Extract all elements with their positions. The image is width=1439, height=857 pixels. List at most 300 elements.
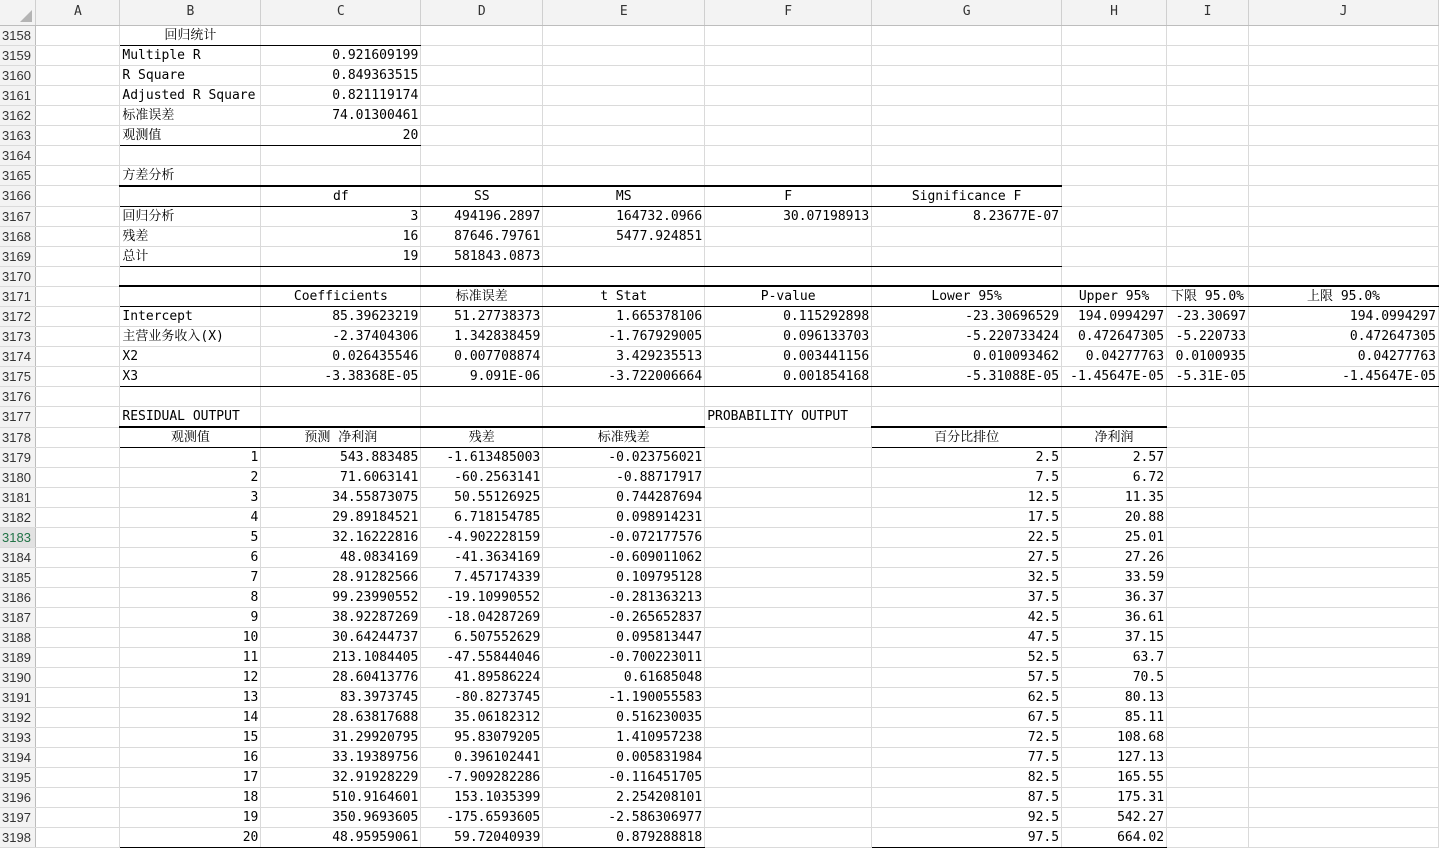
cell-a3192[interactable] (36, 708, 120, 728)
row-header[interactable]: 3173 (0, 327, 36, 347)
cell-c3195[interactable]: 32.91928229 (261, 768, 421, 788)
cell-j3193[interactable] (1249, 728, 1439, 748)
cell-a3176[interactable] (36, 387, 120, 407)
cell-g3185[interactable]: 32.5 (872, 568, 1062, 588)
cell-h3187[interactable]: 36.61 (1062, 608, 1167, 628)
row-header[interactable]: 3169 (0, 246, 36, 266)
cell-b3186[interactable]: 8 (120, 588, 261, 608)
cell-g3181[interactable]: 12.5 (872, 488, 1062, 508)
select-all-corner[interactable] (0, 0, 36, 25)
cell-g3193[interactable]: 72.5 (872, 728, 1062, 748)
cell-f3179[interactable] (705, 448, 872, 468)
cell-i3166[interactable] (1167, 186, 1249, 207)
cell-j3183[interactable] (1249, 528, 1439, 548)
cell-d3164[interactable] (421, 145, 543, 165)
cell-d3191[interactable]: -80.8273745 (421, 688, 543, 708)
cell-g3166[interactable]: Significance F (872, 186, 1062, 207)
cell-c3166[interactable]: df (261, 186, 421, 207)
column-header-g[interactable]: G (872, 0, 1062, 25)
cell-h3164[interactable] (1062, 145, 1167, 165)
cell-f3192[interactable] (705, 708, 872, 728)
cell-e3158[interactable] (543, 25, 705, 45)
cell-g3164[interactable] (872, 145, 1062, 165)
row-header[interactable]: 3165 (0, 165, 36, 186)
cell-g3187[interactable]: 42.5 (872, 608, 1062, 628)
cell-a3158[interactable] (36, 25, 120, 45)
cell-e3181[interactable]: 0.744287694 (543, 488, 705, 508)
cell-d3196[interactable]: 153.1035399 (421, 788, 543, 808)
cell-h3170[interactable] (1062, 266, 1167, 286)
cell-a3173[interactable] (36, 327, 120, 347)
cell-a3179[interactable] (36, 448, 120, 468)
cell-e3159[interactable] (543, 45, 705, 65)
cell-e3188[interactable]: 0.095813447 (543, 628, 705, 648)
cell-g3190[interactable]: 57.5 (872, 668, 1062, 688)
cell-e3175[interactable]: -3.722006664 (543, 367, 705, 387)
cell-e3185[interactable]: 0.109795128 (543, 568, 705, 588)
cell-h3189[interactable]: 63.7 (1062, 648, 1167, 668)
cell-g3183[interactable]: 22.5 (872, 528, 1062, 548)
row-header[interactable]: 3163 (0, 125, 36, 145)
cell-i3198[interactable] (1167, 828, 1249, 848)
cell-a3174[interactable] (36, 347, 120, 367)
cell-a3195[interactable] (36, 768, 120, 788)
cell-a3170[interactable] (36, 266, 120, 286)
cell-c3192[interactable]: 28.63817688 (261, 708, 421, 728)
cell-f3168[interactable] (705, 226, 872, 246)
cell-d3167[interactable]: 494196.2897 (421, 206, 543, 226)
cell-a3172[interactable] (36, 307, 120, 327)
cell-j3195[interactable] (1249, 768, 1439, 788)
cell-h3194[interactable]: 127.13 (1062, 748, 1167, 768)
cell-h3191[interactable]: 80.13 (1062, 688, 1167, 708)
row-header[interactable]: 3184 (0, 548, 36, 568)
cell-f3197[interactable] (705, 808, 872, 828)
cell-e3195[interactable]: -0.116451705 (543, 768, 705, 788)
cell-i3182[interactable] (1167, 508, 1249, 528)
cell-j3188[interactable] (1249, 628, 1439, 648)
cell-a3181[interactable] (36, 488, 120, 508)
cell-f3188[interactable] (705, 628, 872, 648)
cell-h3176[interactable] (1062, 387, 1167, 407)
cell-i3176[interactable] (1167, 387, 1249, 407)
cell-i3169[interactable] (1167, 246, 1249, 266)
cell-d3174[interactable]: 0.007708874 (421, 347, 543, 367)
cell-g3175[interactable]: -5.31088E-05 (872, 367, 1062, 387)
cell-h3197[interactable]: 542.27 (1062, 808, 1167, 828)
cell-d3179[interactable]: -1.613485003 (421, 448, 543, 468)
cell-e3161[interactable] (543, 85, 705, 105)
cell-b3167[interactable]: 回归分析 (120, 206, 261, 226)
cell-h3195[interactable]: 165.55 (1062, 768, 1167, 788)
cell-d3175[interactable]: 9.091E-06 (421, 367, 543, 387)
cell-e3184[interactable]: -0.609011062 (543, 548, 705, 568)
cell-b3158[interactable]: 回归统计 (120, 25, 261, 45)
cell-g3189[interactable]: 52.5 (872, 648, 1062, 668)
cell-c3185[interactable]: 28.91282566 (261, 568, 421, 588)
cell-j3168[interactable] (1249, 226, 1439, 246)
cell-j3196[interactable] (1249, 788, 1439, 808)
cell-d3197[interactable]: -175.6593605 (421, 808, 543, 828)
cell-i3186[interactable] (1167, 588, 1249, 608)
cell-j3178[interactable] (1249, 427, 1439, 448)
cell-c3187[interactable]: 38.92287269 (261, 608, 421, 628)
cell-d3183[interactable]: -4.902228159 (421, 528, 543, 548)
row-header[interactable]: 3160 (0, 65, 36, 85)
cell-b3196[interactable]: 18 (120, 788, 261, 808)
cell-f3161[interactable] (705, 85, 872, 105)
row-header[interactable]: 3180 (0, 468, 36, 488)
cell-i3195[interactable] (1167, 768, 1249, 788)
cell-i3184[interactable] (1167, 548, 1249, 568)
row-header[interactable]: 3191 (0, 688, 36, 708)
cell-b3160[interactable]: R Square (120, 65, 261, 85)
cell-h3161[interactable] (1062, 85, 1167, 105)
cell-f3167[interactable]: 30.07198913 (705, 206, 872, 226)
cell-e3197[interactable]: -2.586306977 (543, 808, 705, 828)
cell-b3181[interactable]: 3 (120, 488, 261, 508)
column-header-d[interactable]: D (421, 0, 543, 25)
cell-i3187[interactable] (1167, 608, 1249, 628)
row-header[interactable]: 3190 (0, 668, 36, 688)
cell-j3191[interactable] (1249, 688, 1439, 708)
cell-a3183[interactable] (36, 528, 120, 548)
cell-b3188[interactable]: 10 (120, 628, 261, 648)
cell-d3190[interactable]: 41.89586224 (421, 668, 543, 688)
cell-b3182[interactable]: 4 (120, 508, 261, 528)
cell-f3171[interactable]: P-value (705, 286, 872, 307)
column-header-a[interactable]: A (36, 0, 120, 25)
cell-e3186[interactable]: -0.281363213 (543, 588, 705, 608)
cell-i3196[interactable] (1167, 788, 1249, 808)
cell-f3169[interactable] (705, 246, 872, 266)
cell-b3166[interactable] (120, 186, 261, 207)
cell-j3176[interactable] (1249, 387, 1439, 407)
cell-d3184[interactable]: -41.3634169 (421, 548, 543, 568)
cell-b3187[interactable]: 9 (120, 608, 261, 628)
cell-d3171[interactable]: 标准误差 (421, 286, 543, 307)
cell-i3193[interactable] (1167, 728, 1249, 748)
cell-c3181[interactable]: 34.55873075 (261, 488, 421, 508)
cell-j3184[interactable] (1249, 548, 1439, 568)
cell-d3162[interactable] (421, 105, 543, 125)
cell-d3177[interactable] (421, 407, 543, 428)
cell-h3178[interactable]: 净利润 (1062, 427, 1167, 448)
cell-d3187[interactable]: -18.04287269 (421, 608, 543, 628)
cell-f3173[interactable]: 0.096133703 (705, 327, 872, 347)
cell-a3175[interactable] (36, 367, 120, 387)
cell-a3171[interactable] (36, 286, 120, 307)
row-header[interactable]: 3161 (0, 85, 36, 105)
cell-e3179[interactable]: -0.023756021 (543, 448, 705, 468)
cell-f3178[interactable] (705, 427, 872, 448)
cell-e3176[interactable] (543, 387, 705, 407)
cell-e3191[interactable]: -1.190055583 (543, 688, 705, 708)
cell-g3177[interactable] (872, 407, 1062, 428)
cell-j3186[interactable] (1249, 588, 1439, 608)
cell-g3159[interactable] (872, 45, 1062, 65)
cell-a3165[interactable] (36, 165, 120, 186)
cell-f3158[interactable] (705, 25, 872, 45)
cell-b3171[interactable] (120, 286, 261, 307)
cell-d3198[interactable]: 59.72040939 (421, 828, 543, 848)
cell-d3189[interactable]: -47.55844046 (421, 648, 543, 668)
cell-d3194[interactable]: 0.396102441 (421, 748, 543, 768)
cell-b3162[interactable]: 标准误差 (120, 105, 261, 125)
cell-i3161[interactable] (1167, 85, 1249, 105)
row-header[interactable]: 3186 (0, 588, 36, 608)
cell-b3192[interactable]: 14 (120, 708, 261, 728)
row-header[interactable]: 3174 (0, 347, 36, 367)
row-header[interactable]: 3183 (0, 528, 36, 548)
cell-a3187[interactable] (36, 608, 120, 628)
cell-i3191[interactable] (1167, 688, 1249, 708)
cell-b3174[interactable]: X2 (120, 347, 261, 367)
cell-b3164[interactable] (120, 145, 261, 165)
cell-j3192[interactable] (1249, 708, 1439, 728)
cell-h3190[interactable]: 70.5 (1062, 668, 1167, 688)
cell-f3159[interactable] (705, 45, 872, 65)
cell-g3169[interactable] (872, 246, 1062, 266)
cell-g3162[interactable] (872, 105, 1062, 125)
cell-h3181[interactable]: 11.35 (1062, 488, 1167, 508)
row-header[interactable]: 3168 (0, 226, 36, 246)
row-header[interactable]: 3158 (0, 25, 36, 45)
cell-c3179[interactable]: 543.883485 (261, 448, 421, 468)
cell-i3165[interactable] (1167, 165, 1249, 186)
cell-g3160[interactable] (872, 65, 1062, 85)
cell-c3167[interactable]: 3 (261, 206, 421, 226)
cell-b3180[interactable]: 2 (120, 468, 261, 488)
cell-a3185[interactable] (36, 568, 120, 588)
cell-f3185[interactable] (705, 568, 872, 588)
cell-d3173[interactable]: 1.342838459 (421, 327, 543, 347)
cell-i3171[interactable]: 下限 95.0% (1167, 286, 1249, 307)
cell-i3164[interactable] (1167, 145, 1249, 165)
cell-c3183[interactable]: 32.16222816 (261, 528, 421, 548)
cell-f3175[interactable]: 0.001854168 (705, 367, 872, 387)
cell-j3169[interactable] (1249, 246, 1439, 266)
cell-j3174[interactable]: 0.04277763 (1249, 347, 1439, 367)
cell-j3159[interactable] (1249, 45, 1439, 65)
cell-i3167[interactable] (1167, 206, 1249, 226)
cell-a3166[interactable] (36, 186, 120, 207)
cell-e3178[interactable]: 标准残差 (543, 427, 705, 448)
cell-c3190[interactable]: 28.60413776 (261, 668, 421, 688)
cell-j3182[interactable] (1249, 508, 1439, 528)
cell-a3169[interactable] (36, 246, 120, 266)
cell-d3158[interactable] (421, 25, 543, 45)
cell-i3180[interactable] (1167, 468, 1249, 488)
cell-f3195[interactable] (705, 768, 872, 788)
cell-a3177[interactable] (36, 407, 120, 428)
cell-e3164[interactable] (543, 145, 705, 165)
cell-j3162[interactable] (1249, 105, 1439, 125)
cell-a3198[interactable] (36, 828, 120, 848)
cell-c3172[interactable]: 85.39623219 (261, 307, 421, 327)
cell-f3177[interactable]: PROBABILITY OUTPUT (705, 407, 872, 428)
cell-i3159[interactable] (1167, 45, 1249, 65)
cell-j3160[interactable] (1249, 65, 1439, 85)
cell-h3166[interactable] (1062, 186, 1167, 207)
cell-g3195[interactable]: 82.5 (872, 768, 1062, 788)
cell-i3163[interactable] (1167, 125, 1249, 145)
cell-g3188[interactable]: 47.5 (872, 628, 1062, 648)
cell-g3180[interactable]: 7.5 (872, 468, 1062, 488)
cell-b3197[interactable]: 19 (120, 808, 261, 828)
cell-e3194[interactable]: 0.005831984 (543, 748, 705, 768)
cell-a3180[interactable] (36, 468, 120, 488)
cell-c3162[interactable]: 74.01300461 (261, 105, 421, 125)
cell-j3175[interactable]: -1.45647E-05 (1249, 367, 1439, 387)
cell-j3187[interactable] (1249, 608, 1439, 628)
cell-b3168[interactable]: 残差 (120, 226, 261, 246)
cell-e3163[interactable] (543, 125, 705, 145)
cell-e3172[interactable]: 1.665378106 (543, 307, 705, 327)
column-header-c[interactable]: C (261, 0, 421, 25)
cell-c3171[interactable]: Coefficients (261, 286, 421, 307)
cell-a3159[interactable] (36, 45, 120, 65)
cell-c3174[interactable]: 0.026435546 (261, 347, 421, 367)
cell-a3191[interactable] (36, 688, 120, 708)
cell-e3180[interactable]: -0.88717917 (543, 468, 705, 488)
cell-c3194[interactable]: 33.19389756 (261, 748, 421, 768)
cell-i3175[interactable]: -5.31E-05 (1167, 367, 1249, 387)
column-header-f[interactable]: F (705, 0, 872, 25)
cell-h3163[interactable] (1062, 125, 1167, 145)
cell-a3197[interactable] (36, 808, 120, 828)
cell-e3182[interactable]: 0.098914231 (543, 508, 705, 528)
column-header-i[interactable]: I (1167, 0, 1249, 25)
cell-d3185[interactable]: 7.457174339 (421, 568, 543, 588)
row-header[interactable]: 3171 (0, 286, 36, 307)
cell-i3183[interactable] (1167, 528, 1249, 548)
cell-g3192[interactable]: 67.5 (872, 708, 1062, 728)
cell-e3160[interactable] (543, 65, 705, 85)
cell-d3182[interactable]: 6.718154785 (421, 508, 543, 528)
cell-e3196[interactable]: 2.254208101 (543, 788, 705, 808)
cell-e3193[interactable]: 1.410957238 (543, 728, 705, 748)
cell-j3165[interactable] (1249, 165, 1439, 186)
cell-f3162[interactable] (705, 105, 872, 125)
cell-e3177[interactable] (543, 407, 705, 428)
cell-j3166[interactable] (1249, 186, 1439, 207)
row-header[interactable]: 3188 (0, 628, 36, 648)
cell-h3168[interactable] (1062, 226, 1167, 246)
cell-e3167[interactable]: 164732.0966 (543, 206, 705, 226)
cell-b3165[interactable]: 方差分析 (120, 165, 261, 186)
cell-d3165[interactable] (421, 165, 543, 186)
cell-f3191[interactable] (705, 688, 872, 708)
cell-a3189[interactable] (36, 648, 120, 668)
row-header[interactable]: 3181 (0, 488, 36, 508)
cell-b3177[interactable]: RESIDUAL OUTPUT (120, 407, 261, 428)
cell-a3194[interactable] (36, 748, 120, 768)
cell-f3184[interactable] (705, 548, 872, 568)
cell-c3168[interactable]: 16 (261, 226, 421, 246)
cell-d3159[interactable] (421, 45, 543, 65)
cell-g3191[interactable]: 62.5 (872, 688, 1062, 708)
cell-a3161[interactable] (36, 85, 120, 105)
cell-j3185[interactable] (1249, 568, 1439, 588)
cell-b3195[interactable]: 17 (120, 768, 261, 788)
row-header[interactable]: 3166 (0, 186, 36, 207)
cell-h3180[interactable]: 6.72 (1062, 468, 1167, 488)
cell-j3177[interactable] (1249, 407, 1439, 428)
cell-i3185[interactable] (1167, 568, 1249, 588)
cell-b3189[interactable]: 11 (120, 648, 261, 668)
cell-f3180[interactable] (705, 468, 872, 488)
cell-b3173[interactable]: 主营业务收入(X) (120, 327, 261, 347)
cell-g3182[interactable]: 17.5 (872, 508, 1062, 528)
cell-d3186[interactable]: -19.10990552 (421, 588, 543, 608)
cell-h3167[interactable] (1062, 206, 1167, 226)
row-header[interactable]: 3187 (0, 608, 36, 628)
cell-j3180[interactable] (1249, 468, 1439, 488)
row-header[interactable]: 3162 (0, 105, 36, 125)
row-header[interactable]: 3193 (0, 728, 36, 748)
cell-c3184[interactable]: 48.0834169 (261, 548, 421, 568)
cell-c3193[interactable]: 31.29920795 (261, 728, 421, 748)
cell-h3192[interactable]: 85.11 (1062, 708, 1167, 728)
cell-g3174[interactable]: 0.010093462 (872, 347, 1062, 367)
cell-f3160[interactable] (705, 65, 872, 85)
cell-c3158[interactable] (261, 25, 421, 45)
cell-c3189[interactable]: 213.1084405 (261, 648, 421, 668)
cell-d3160[interactable] (421, 65, 543, 85)
row-header[interactable]: 3194 (0, 748, 36, 768)
cell-c3186[interactable]: 99.23990552 (261, 588, 421, 608)
cell-c3165[interactable] (261, 165, 421, 186)
cell-a3190[interactable] (36, 668, 120, 688)
cell-i3188[interactable] (1167, 628, 1249, 648)
cell-g3170[interactable] (872, 266, 1062, 286)
cell-b3170[interactable] (120, 266, 261, 286)
cell-j3171[interactable]: 上限 95.0% (1249, 286, 1439, 307)
cell-c3159[interactable]: 0.921609199 (261, 45, 421, 65)
cell-c3191[interactable]: 83.3973745 (261, 688, 421, 708)
cell-c3170[interactable] (261, 266, 421, 286)
cell-j3198[interactable] (1249, 828, 1439, 848)
cell-i3194[interactable] (1167, 748, 1249, 768)
cell-e3174[interactable]: 3.429235513 (543, 347, 705, 367)
cell-f3198[interactable] (705, 828, 872, 848)
cell-f3194[interactable] (705, 748, 872, 768)
cell-b3178[interactable]: 观测值 (120, 427, 261, 448)
cell-h3158[interactable] (1062, 25, 1167, 45)
row-header[interactable]: 3177 (0, 407, 36, 428)
cell-i3174[interactable]: 0.0100935 (1167, 347, 1249, 367)
cell-f3174[interactable]: 0.003441156 (705, 347, 872, 367)
cell-h3198[interactable]: 664.02 (1062, 828, 1167, 848)
cell-e3169[interactable] (543, 246, 705, 266)
cell-b3161[interactable]: Adjusted R Square (120, 85, 261, 105)
row-header[interactable]: 3192 (0, 708, 36, 728)
row-header[interactable]: 3159 (0, 45, 36, 65)
column-header-j[interactable]: J (1249, 0, 1439, 25)
cell-e3183[interactable]: -0.072177576 (543, 528, 705, 548)
cell-c3178[interactable]: 预测 净利润 (261, 427, 421, 448)
row-header[interactable]: 3172 (0, 307, 36, 327)
cell-a3164[interactable] (36, 145, 120, 165)
cell-h3175[interactable]: -1.45647E-05 (1062, 367, 1167, 387)
cell-d3166[interactable]: SS (421, 186, 543, 207)
cell-j3173[interactable]: 0.472647305 (1249, 327, 1439, 347)
cell-e3165[interactable] (543, 165, 705, 186)
column-header-b[interactable]: B (120, 0, 261, 25)
cell-b3194[interactable]: 16 (120, 748, 261, 768)
cell-j3164[interactable] (1249, 145, 1439, 165)
